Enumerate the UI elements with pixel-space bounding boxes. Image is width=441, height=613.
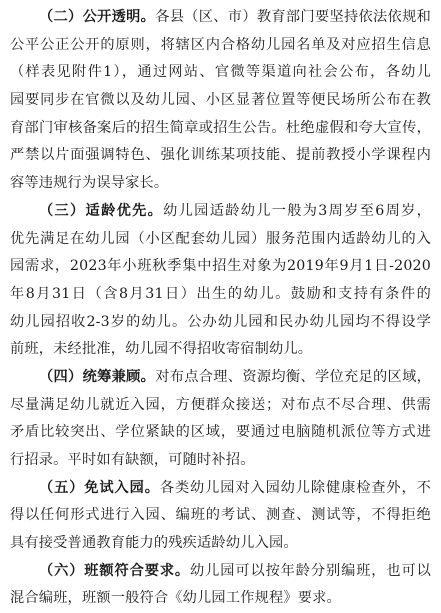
- paragraph-line: 前班，未经批准，幼儿园不得招收寄宿制幼儿。: [10, 341, 313, 358]
- paragraph-text: 幼儿园可以按年龄分别编班，也可以: [190, 562, 431, 579]
- paragraph-line: 容等违规行为误导家长。: [10, 175, 169, 192]
- paragraph-line: [10, 198, 431, 226]
- paragraph-line: [10, 558, 431, 586]
- paragraph-text: 各县（区、市）教育部门要坚持依法依规和: [155, 9, 431, 25]
- section-heading: （二）公开透明。: [39, 9, 156, 25]
- document-page: [10, 4, 431, 613]
- paragraph-line: 园要同步在官微以及幼儿园、小区显著位置等便民场所公布在教: [10, 92, 431, 109]
- section-overall-planning: [10, 364, 431, 475]
- paragraph-line: 尽量满足幼儿就近入园，方便群众接送；对布点不尽合理、供需: [10, 396, 431, 413]
- paragraph-text: 对布点合理、资源均衡、学位充足的区域，: [155, 368, 431, 385]
- paragraph-line: 得以任何形式进行入园、编班的考试、测查、测试等，不得拒绝: [10, 507, 431, 524]
- section-class-size: [10, 558, 431, 613]
- section-public-transparency: [10, 4, 431, 198]
- section-exam-free-admission: [10, 475, 431, 558]
- paragraph-line: 育部门审核备案后的招生简章或招生公告。杜绝虚假和夸大宣传，: [10, 119, 431, 136]
- paragraph-line: 具有接受普通教育能力的残疾适龄幼儿入园。: [10, 535, 298, 552]
- paragraph-line: [10, 364, 431, 392]
- section-heading: （五）免试入园。: [39, 479, 160, 496]
- paragraph-line: [10, 4, 431, 32]
- paragraph-line: 园需求，2023年小班秋季集中招生对象为2019年9月1日-2020: [10, 258, 431, 275]
- paragraph-line: [10, 475, 431, 503]
- section-age-priority: [10, 198, 431, 364]
- section-heading: （三）适龄优先。: [39, 202, 164, 219]
- section-heading: （六）班额符合要求。: [39, 562, 191, 579]
- paragraph-line: （样表见附件1），通过网站、官微等渠道向社会公布，各幼儿: [10, 64, 431, 81]
- paragraph-line: 优先满足在幼儿园（小区配套幼儿园）服务范围内适龄幼儿的入: [10, 230, 431, 247]
- paragraph-line: 行招录。平时如有缺额，可随时补招。: [10, 452, 255, 468]
- paragraph-line: 公平公正公开的原则，将辖区内合格幼儿园名单及对应招生信息: [10, 36, 431, 53]
- paragraph-text: 各类幼儿园对入园幼儿除健康检查外，不: [159, 479, 431, 496]
- paragraph-line: 混合编班，班额一般符合《幼儿园工作规程》要求。: [10, 590, 341, 607]
- paragraph-line: 幼儿园招收2-3岁的幼儿。公办幼儿园和民办幼儿园均不得设学: [10, 313, 431, 330]
- paragraph-text: 幼儿园适龄幼儿一般为3周岁至6周岁，: [163, 202, 431, 219]
- paragraph-line: 严禁以片面强调特色、强化训练某项技能、提前教授小学课程内: [10, 147, 431, 164]
- paragraph-line: 年8月31日（含8月31日）出生的幼儿。鼓励和支持有条件的: [10, 285, 431, 302]
- paragraph-line: 矛盾比较突出、学位紧缺的区域，要通过电脑随机派位等方式进: [10, 424, 431, 441]
- section-heading: （四）统筹兼顾。: [39, 368, 156, 385]
